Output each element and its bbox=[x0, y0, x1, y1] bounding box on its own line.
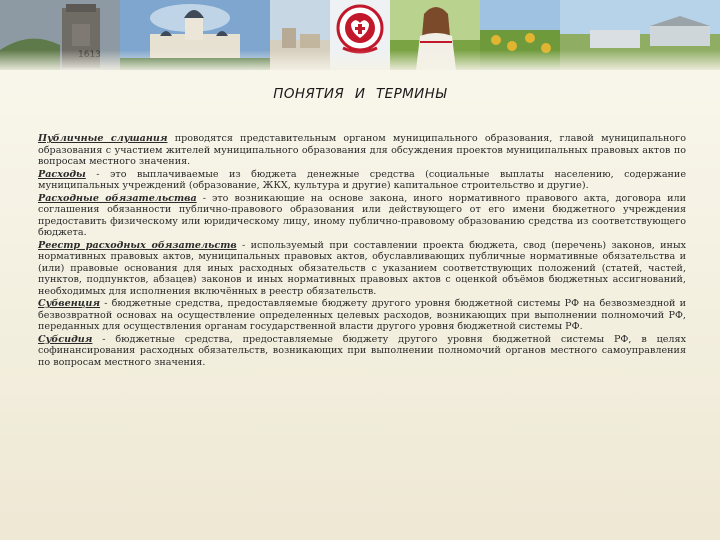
header-banner bbox=[0, 0, 720, 70]
term-definition: - используемый при составлении проекта бюджета, свод (перечень) законов, иных нормативных правовых актов, муниципальных правовых актов, обуславливающих публичные нормативные обязательства и (или) правовые основания для иных расходных обязательств с указанием соответствующих положений (статей, частей, пунктов, подпунктов, абзацев) законов и иных нормативных правовых актов с оценкой объёмов бюджетных ассигнований, необходимых для исполнения включённых в реестр обязательств. bbox=[38, 239, 686, 297]
term-name: Расходные обязательства bbox=[38, 192, 197, 204]
term-entry-obligations-register bbox=[38, 240, 686, 298]
term-entry-public-hearings bbox=[38, 133, 686, 168]
term-definition: - это выплачиваемые из бюджета денежные средства (социальные выплаты населению, содержание муниципальных учреждений (образование, ЖКХ, культура и другие) капитальное строительство и другие). bbox=[38, 168, 686, 191]
terms-list bbox=[38, 133, 686, 369]
page-title: ПОНЯТИЯ И ТЕРМИНЫ bbox=[273, 86, 447, 102]
term-name: Расходы bbox=[38, 168, 86, 180]
term-name: Субвенция bbox=[38, 298, 101, 309]
coat-of-arms-icon bbox=[338, 6, 382, 52]
term-name: Субсидия bbox=[38, 333, 93, 345]
term-entry-expenditure-obligations bbox=[38, 193, 686, 239]
term-entry-expenses bbox=[38, 169, 686, 192]
term-definition: проводятся представительным органом муниципального образования, главой муниципального образования с участием жителей муниципального образования для обсуждения проектов муниципальных правовых актов по вопросам местного значения. bbox=[38, 133, 686, 167]
term-definition: - бюджетные средства, предоставляемые бюджету другого уровня бюджетной системы РФ на безвозмездной и безвозвратной основах на осуществление определенных целевых расходов, возникающих при выполнении полномочий РФ, переданных для осуществления органам государственной власти другого уровня бюджетной системы РФ. bbox=[38, 298, 686, 332]
banner-collage bbox=[0, 0, 720, 70]
term-name: Реестр расходных обязательств bbox=[38, 239, 237, 251]
term-definition: - это возникающие на основе закона, иного нормативного правового акта, договора или соглашения обязанности публично-правового образования или действующего от его имени бюджетного учреждения предоставить физическому или юридическому лицу, иному публично-правовому образованию средства из соответствующего бюджета. bbox=[38, 192, 686, 238]
term-entry-subsidy bbox=[38, 334, 686, 369]
term-name: Публичные слушания bbox=[38, 133, 168, 144]
term-entry-subvention bbox=[38, 298, 686, 333]
term-definition: - бюджетные средства, предоставляемые бюджету другого уровня бюджетной системы РФ, в целях софинансирования расходных обязательств, возникающих при выполнении полномочий органов местного самоуправления по вопросам местного значения. bbox=[38, 333, 686, 368]
